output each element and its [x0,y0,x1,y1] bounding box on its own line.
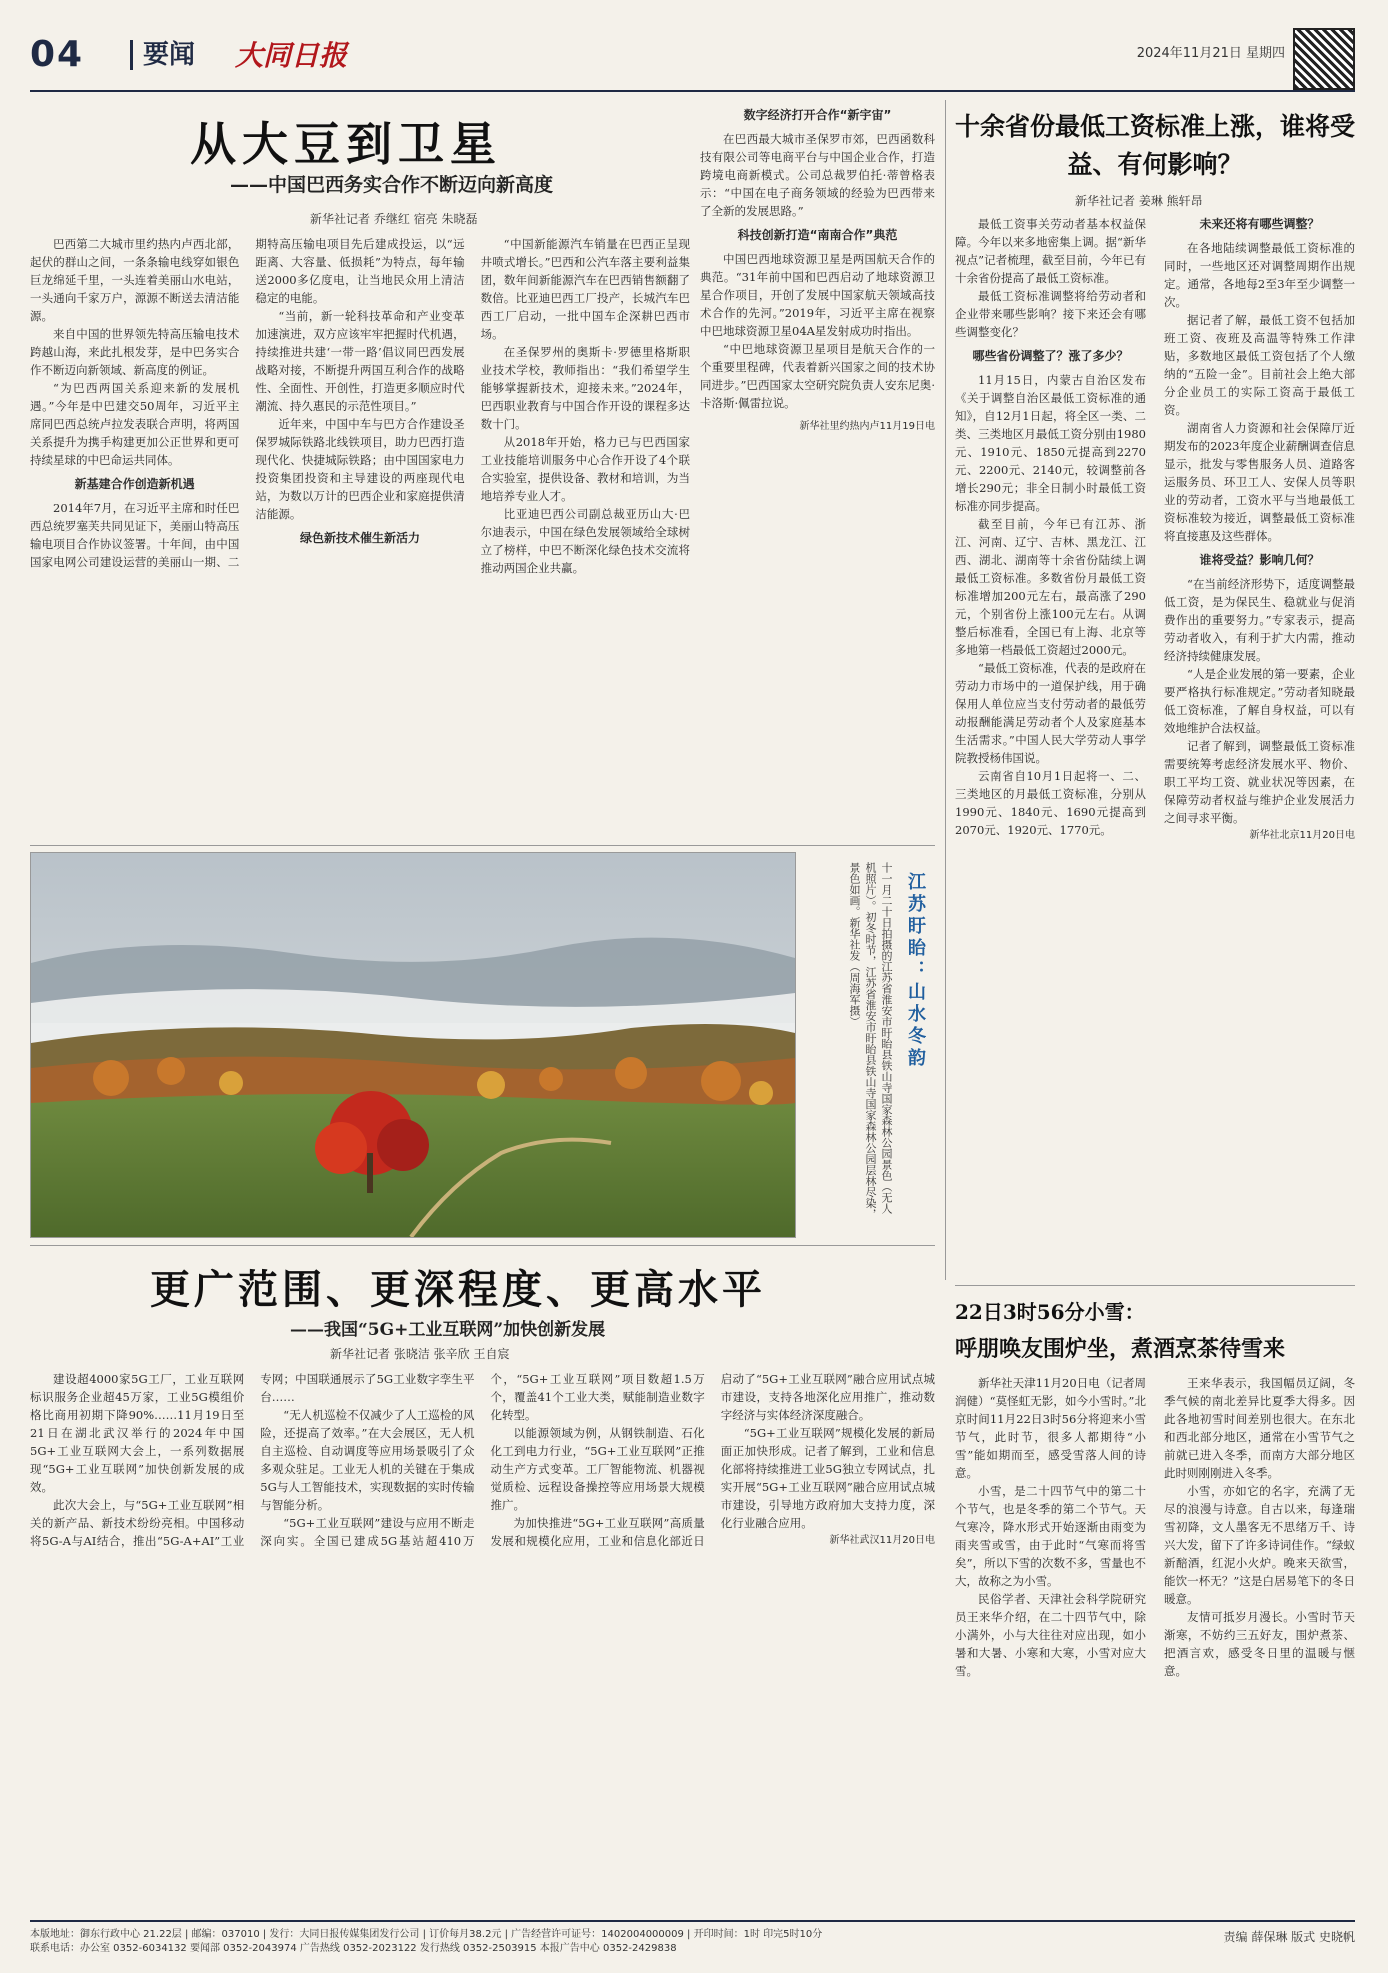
paragraph: 记者了解到，调整最低工资标准需要统筹考虑经济发展水平、物价、职工平均工资、就业状况等因素，在保障劳动者权益与维护企业发展活力之间寻求平衡。 [1164,739,1355,825]
paragraph: “当前，新一轮科技革命和产业变革加速演进，双方应该牢牢把握时代机遇，持续推进共建‘一带一路’倡议同巴西发展战略对接，不断提升两国互利合作的战略性、全面性、开创性，打造更多顺应时代潮流、持久惠民的示范性项目。” [255,309,465,413]
article-subtitle: ——中国巴西务实合作不断迈向新高度 [230,174,554,196]
row-divider [30,1245,935,1246]
section-heading: 绿色新技术催生新活力 [299,531,420,545]
paragraph: 在巴西最大城市圣保罗市郊，巴西函数科技有限公司等电商平台与中国企业合作，打造跨境电商新模式。公司总裁罗伯托·蒂曾格表示：“中国在电子商务领域的经验为巴西带来了全新的发展思路。” [700,132,935,218]
paragraph: 此次大会上，与“5G+工业互联网”相关的新产品、新技术纷纷亮相。中国移动将5G-A与AI结合，推出“5G-A+AI”工业专网；中国联通展示了5G工业数字孪生平台…… [30,1372,475,1548]
article-end: 新华社武汉11月20日电 [829,1535,935,1546]
paragraph: 云南省自10月1日起将一、二、三类地区的月最低工资标准，分别从1990元、1840元、1690元提高到2070元、1920元、1770元。 [955,769,1146,837]
photo-caption-block [798,852,934,1236]
row-divider [955,1285,1355,1286]
paragraph: 截至目前，今年已有江苏、浙江、河南、辽宁、吉林、黑龙江、江西、湖北、湖南等十余省份陆续上调最低工资标准。多数省份月最低工资标准增加200元左右，最高涨了290元，个别省份上涨100元左右。从调整后标准看，全国已有上海、北京等多地第一档最低工资超过2000元。 [955,517,1146,657]
paragraph: “中国新能源汽车销量在巴西正呈现井喷式增长。”巴西和公汽车落主要利益集团，数年间新能源汽车在巴西销售额翻了数倍。比亚迪巴西工厂投产，长城汽车巴西工厂启动，一批中国车企深耕巴西市场。 [480,237,690,341]
paragraph: 近年来，中国中车与巴方合作建设圣保罗城际铁路北线铁项目，助力巴西打造现代化、快捷城际铁路；由中国国家电力投资集团投资和主导建设的两座现代电站，为数以万计的巴西企业和家庭提供清洁能源。 [255,417,465,521]
article-byline: 新华社记者 张晓洁 张辛欣 王自宸 [330,1347,510,1361]
section-heading: 科技创新打造“南南合作”典范 [737,228,898,242]
paragraph: 建设超4000家5G工厂，工业互联网标识服务企业超45万家，工业5G模组价格比商用初期下降90%……11月19日至21日在湖北武汉举行的2024年中国5G+工业互联网大会上，一系列数据展现“5G+工业互联网”加快创新发展的成效。 [30,1372,245,1494]
paragraph: 为加快推进“5G+工业互联网”高质量发展和规模化应用，工业和信息化部近日启动了“5G+工业互联网”融合应用试点城市建设，支持各地深化应用推广，推动数字经济与实体经济深度融合。 [490,1372,935,1548]
row-divider [30,845,935,846]
paragraph: “无人机巡检不仅减少了人工巡检的风险，还提高了效率。”在大会展区，无人机自主巡检、自动调度等应用场景吸引了众多观众驻足。工业无人机的关键在于集成5G与人工智能技术，实现数据的实时传输与智能分析。 [260,1408,475,1512]
paragraph: 在各地陆续调整最低工资标准的同时，一些地区还对调整周期作出规定。通常，各地每2至3年至少调整一次。 [1164,241,1355,309]
column-divider [945,100,946,1280]
landscape-photo [30,852,796,1238]
paragraph: 小雪，是二十四节气中的第二十个节气，也是冬季的第二个节气。天气寒冷，降水形式开始逐渐由雨变为雨夹雪或雪，由于此时“气寒而将雪矣”，所以下雪的次数不多，雪量也不大，故称之为小雪。 [955,1484,1146,1588]
section-heading: 谁将受益？影响几何？ [1199,553,1320,567]
paragraph: 湖南省人力资源和社会保障厅近期发布的2023年度企业薪酬调查信息显示，批发与零售服务人员、道路客运服务员、环卫工人、安保人员等职业的劳动者，工资水平与当地最低工资标准较为接近，调整最低工资标准将直接惠及这些群体。 [1164,421,1355,543]
article-title: 更广范围、更深程度、更高水平 [150,1266,766,1313]
paper-logo: 大同日报 [235,39,348,72]
autumn-forest-image [31,853,795,1237]
paragraph: 2014年7月，在习近平主席和时任巴西总统罗塞芙共同见证下，美丽山特高压输电项目合作协议签署。十年间，由中国国家电网公司建设运营的美丽山一期、二期特高压输电项目先后建成投运，以“远距离、大容量、低损耗”为特点，每年输送2000多亿度电，让当地民众用上清洁稳定的电能。 [30,237,465,569]
article-subtitle: ——我国“5G+工业互联网”加快创新发展 [290,1320,606,1340]
page-number: 04 [30,34,85,75]
paragraph: “5G+工业互联网”规模化发展的新局面正加快形成。记者了解到，工业和信息化部将持续推进工业5G独立专网试点，扎实开展“5G+工业互联网”融合应用试点城市建设，引导地方政府加大支持力度，深化行业融合应用。 [720,1426,935,1530]
issue-date: 2024年11月21日 星期四 [1136,46,1285,61]
article-end: 新华社里约热内卢11月19日电 [799,421,935,432]
paragraph: 最低工资标准调整将给劳动者和企业带来哪些影响？接下来还会有哪些调整变化？ [955,289,1146,339]
header-rule [30,90,1355,92]
section-heading: 数字经济打开合作“新宇宙” [743,108,892,122]
paragraph: 据记者了解，最低工资不包括加班工资、夜班及高温等特殊工作津贴，多数地区最低工资包括了个人缴纳的“五险一金”。目前社会上绝大部分企业员工的实际工资高于最低工资。 [1164,313,1355,417]
paragraph: 巴西第二大城市里约热内卢西北部，起伏的群山之间，一条条输电线穿如银色巨龙绵延千里，一头连着美丽山水电站，一头通向千家万户，源源不断送去清洁能源。 [30,237,240,323]
masthead [30,28,1355,88]
article-byline: 新华社记者 姜琳 熊轩昂 [1075,194,1203,208]
article-kicker: 22日3时56分小雪： [955,1300,1145,1324]
paragraph: 比亚迪巴西公司副总裁亚历山大·巴尔迪表示，中国在绿色发展领域给全球树立了榜样，中巴不断深化绿色技术交流将推动两国企业共赢。 [480,507,690,575]
paragraph: 最低工资事关劳动者基本权益保障。今年以来多地密集上调。据“新华视点”记者梳理，截至目前，今年已有十余省份提高了最低工资标准。 [955,217,1146,285]
paragraph: 王来华表示，我国幅员辽阔，冬季气候的南北差异比夏季大得多。因此各地初雪时间差别也很大。在东北和西北部分地区，通常在小雪节气之前就已进入冬季，而南方大部分地区此时则刚刚进入冬季。 [1164,1376,1355,1480]
paragraph: 小雪，亦如它的名字，充满了无尽的浪漫与诗意。自古以来，每逢瑞雪初降，文人墨客无不思绪万千、诗兴大发，留下了许多诗词佳作。“绿蚁新醅酒，红泥小火炉。晚来天欲雪，能饮一杯无？”这是白居易笔下的冬日暖意。 [1164,1484,1355,1606]
article-end: 新华社北京11月20日电 [1249,830,1355,841]
paragraph: “中巴地球资源卫星项目是航天合作的一个重要里程碑，代表着新兴国家之间的技术协同进步。”巴西国家太空研究院负责人安东尼奥·卡洛斯·佩雷拉说。 [700,342,935,410]
article-body-continued [700,100,935,835]
photo-caption: 十一月二十日拍摄的江苏省淮安市盱眙县铁山寺国家森林公园景色（无人机照片）。初冬时节，江苏省淮安市盱眙县铁山寺国家森林公园层林尽染，景色如画。新华社发（周海军摄） [848,862,893,1220]
section-heading: 新基建合作创造新机遇 [74,477,195,491]
paragraph: 来自中国的世界领先特高压输电技术跨越山海，来此扎根发芽，是中巴务实合作不断迈向新领域、新高度的例证。 [30,327,240,377]
section-heading: 哪些省份调整了？涨了多少？ [972,349,1129,363]
article-brazil [30,100,690,840]
paragraph: 从2018年开始，格力已与巴西国家工业技能培训服务中心合作开设了4个联合实验室，提供设备、教材和培训，为当地培养专业人才。 [480,435,690,503]
photo-title: 江苏盱眙：山水冬韵 [905,872,926,1070]
article-min-wage [955,100,1355,1280]
article-title: 呼朋唤友围炉坐，煮酒烹茶待雪来 [955,1336,1286,1362]
footer-address: 本版地址：御东行政中心 21.22层 | 邮编：037010 | 发行：大同日报传媒集团发行公司 | 订价每月38.2元 | 广告经营许可证号：1402004000009 | 开印时间：1时 印完5时10分 [30,1929,823,1940]
footer-editors: 责编 薛保琳 版式 史晓帆 [1223,1930,1355,1944]
page-footer [30,1920,1355,1956]
section-heading: 未来还将有哪些调整？ [1199,217,1320,231]
paragraph: 11月15日，内蒙古自治区发布《关于调整自治区最低工资标准的通知》，自12月1日起，将全区一类、二类、三类地区月最低工资分别由1980元、1910元、1850元提高到2270元、2200元、2140元，较调整前各增长290元；非全日制小时最低工资标准亦同步提高。 [955,373,1146,513]
paragraph: “最低工资标准，代表的是政府在劳动力市场中的一道保护线，用于确保用人单位应当支付劳动者的最低劳动报酬能满足劳动者个人及家庭基本生活需求。”中国人民大学劳动人事学院教授杨伟国说。 [955,661,1146,765]
article-title: 从大豆到卫星 [190,117,502,171]
paragraph: 新华社天津11月20日电（记者周润健）“莫怪虹无影，如今小雪时。”北京时间11月22日3时56分将迎来小雪节气，此时节，很多人都期待“小雪”能如期而至，感受雪落人间的诗意。 [955,1376,1146,1480]
paragraph: 友情可抵岁月漫长。小雪时节天渐寒，不妨约三五好友，围炉煮茶、把酒言欢，感受冬日里的温暖与惬意。 [1164,1610,1355,1678]
article-body [30,1370,935,1905]
article-body [30,235,690,835]
paragraph: 在圣保罗州的奥斯卡·罗德里格斯职业技术学校，教师指出：“我们希望学生能够掌握新技术，迎接未来。”2024年，巴西职业教育与中国合作开设的课程多达数十门。 [480,345,690,431]
paragraph: “5G+工业互联网”建设与应用不断走深向实。全国已建成5G基站超410万个，“5G+工业互联网”项目数超1.5万个，覆盖41个工业大类，赋能制造业数字化转型。 [260,1372,705,1548]
paragraph: “为巴西两国关系迎来新的发展机遇。”今年是中巴建交50周年，习近平主席同巴西总统卢拉发表联合声明，将两国关系提升为携手构建更加公正世界和更可持续星球的中巴命运共同体。 [30,381,240,467]
article-brazil-continued [700,100,935,840]
section-name: 要闻 [130,40,195,70]
paragraph: 中国巴西地球资源卫星是两国航天合作的典范。“31年前中国和巴西启动了地球资源卫星合作项目，开创了发展中国家航天领域高技术合作的先河。”2019年，习近平主席在视察中巴地球资源卫星04A星发射成功时指出。 [700,252,935,338]
paragraph: 民俗学者、天津社会科学院研究员王来华介绍，在二十四节气中，除小满外，小与大往往对应出现，如小暑和大暑、小寒和大寒，小雪对应大雪。 [955,1592,1146,1678]
article-body [955,1374,1355,1904]
qr-code-icon [1293,28,1355,90]
paragraph: “人是企业发展的第一要素，企业要严格执行标准规定。”劳动者知晓最低工资标准，了解自身权益，可以有效地维护合法权益。 [1164,667,1355,735]
footer-contacts: 联系电话：办公室 0352-6034132 要闻部 0352-2043974 广告热线 0352-2023122 发行热线 0352-2503915 本报广告中心 0352-2429838 [30,1943,677,1954]
paragraph: “在当前经济形势下，适度调整最低工资，是为保民生、稳就业与促消费作出的重要努力。”专家表示，提高劳动者收入，有利于扩大内需，推动经济持续健康发展。 [1164,577,1355,663]
article-title: 十余省份最低工资标准上涨，谁将受益、有何影响？ [955,112,1356,179]
article-byline: 新华社记者 乔继红 宿亮 朱晓磊 [310,212,478,226]
paragraph: 以能源领域为例，从钢铁制造、石化化工到电力行业，“5G+工业互联网”正推动生产方式变革。工厂智能物流、机器视觉质检、远程设备操控等应用场景大规模推广。 [490,1426,705,1512]
article-body [955,215,1355,1270]
article-5g-internet [30,1250,935,1910]
article-light-snow [955,1292,1355,1912]
